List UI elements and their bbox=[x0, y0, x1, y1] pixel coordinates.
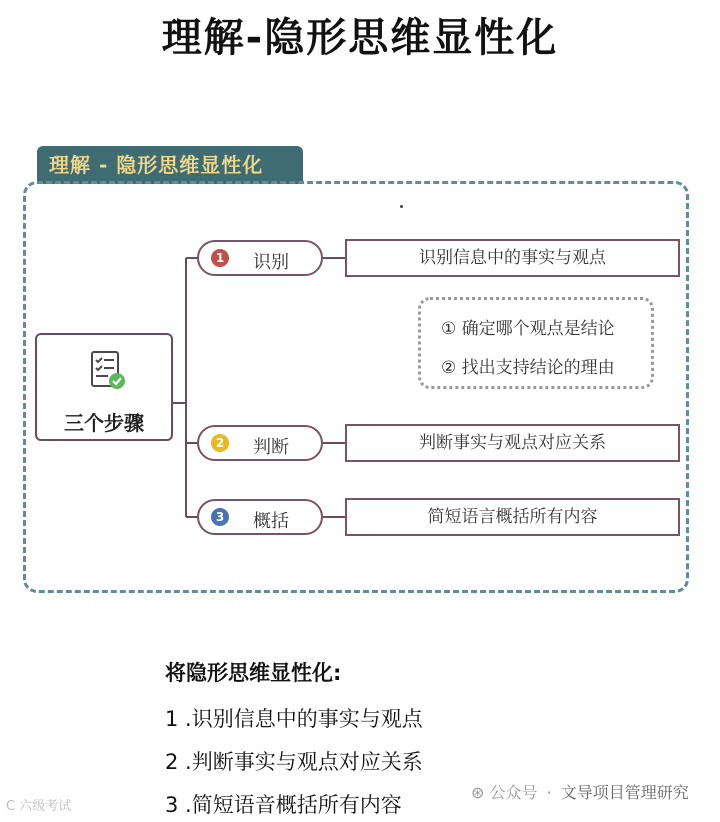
watermark-brand: 文导项目管理研究 bbox=[560, 783, 689, 802]
wechat-icon: ⊛ bbox=[471, 783, 485, 802]
summary-heading: 将隐形思维显性化: bbox=[165, 661, 342, 685]
watermark-right bbox=[471, 780, 689, 803]
step-label: 判断 bbox=[253, 437, 289, 458]
watermark-separator: · bbox=[546, 783, 552, 802]
step-description-1: 识别信息中的事实与观点 bbox=[345, 239, 680, 277]
step-number-badge: 2 bbox=[211, 434, 229, 452]
step-pill-3 bbox=[197, 499, 323, 535]
sub-point-item: ② 找出支持结论的理由 bbox=[441, 358, 615, 378]
sub-point-item: ① 确定哪个观点是结论 bbox=[441, 319, 615, 339]
summary-item: 2 .判断事实与观点对应关系 bbox=[165, 750, 423, 774]
watermark-left: C 六级考试 bbox=[6, 799, 72, 814]
checklist-icon bbox=[88, 349, 128, 391]
step-pill-1 bbox=[197, 240, 323, 276]
sub-points-box bbox=[418, 297, 654, 389]
stray-dot bbox=[400, 205, 403, 208]
step-number-badge: 3 bbox=[211, 508, 229, 526]
step-pill-2 bbox=[197, 425, 323, 461]
root-label: 三个步骤 bbox=[64, 411, 144, 435]
root-node bbox=[35, 333, 173, 441]
step-label: 概括 bbox=[253, 511, 289, 532]
page-title: 理解-隐形思维显性化 bbox=[161, 15, 559, 61]
step-number-badge: 1 bbox=[211, 249, 229, 267]
step-description-3: 简短语言概括所有内容 bbox=[345, 498, 680, 536]
step-label: 识别 bbox=[253, 252, 289, 273]
card-tab-title: 理解 - 隐形思维显性化 bbox=[37, 146, 303, 184]
summary-item: 3 .简短语音概括所有内容 bbox=[165, 793, 402, 817]
watermark-platform: 公众号 bbox=[489, 783, 538, 802]
summary-item: 1 .识别信息中的事实与观点 bbox=[165, 707, 423, 731]
step-description-2: 判断事实与观点对应关系 bbox=[345, 424, 680, 462]
